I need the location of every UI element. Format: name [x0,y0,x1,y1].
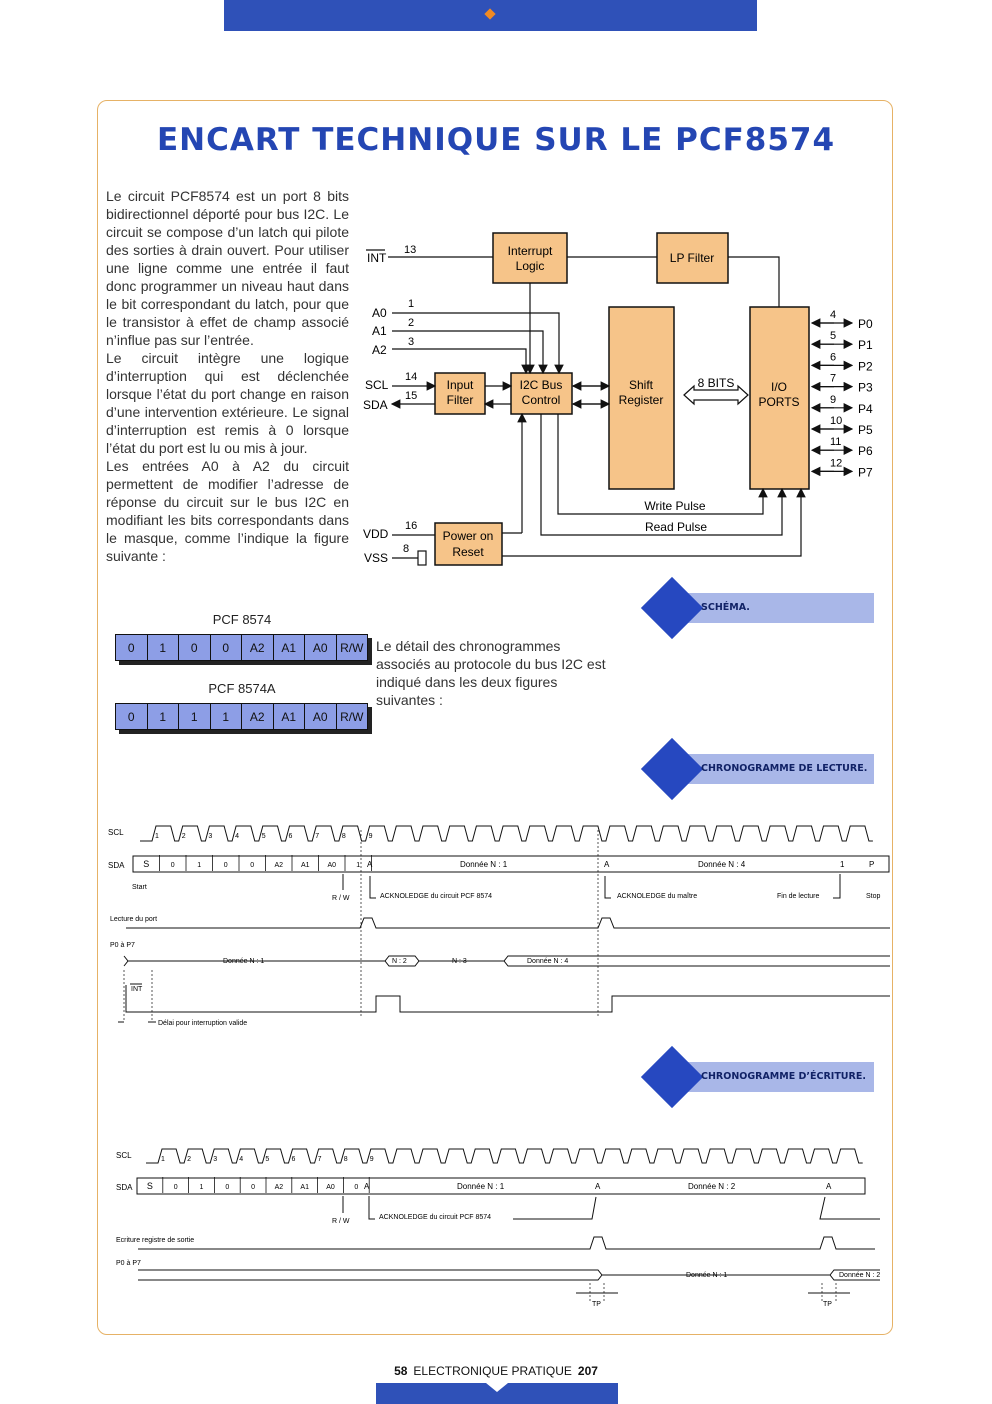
bit-cell: A2 [242,635,274,660]
port-data: Donnée N : 1 [686,1272,728,1279]
sda-bits [143,855,371,871]
bit-cell: 1 [179,704,211,729]
input-filter-label: Filter [446,393,474,407]
clock-number: 7 [317,1156,322,1163]
pin-number: 15 [405,390,418,402]
i2c-label: I2C Bus [519,378,563,392]
port-read-label: Lecture du port [110,916,158,923]
lp-filter-label: LP Filter [669,251,715,265]
bit-cell: A1 [274,635,306,660]
clock-number: 4 [239,1156,244,1163]
shift-label: Shift [628,378,654,392]
ack-bit: A [826,1182,832,1191]
clock-number: 3 [213,1156,218,1163]
interrupt-logic-block [493,233,567,283]
port-number: 10 [830,415,843,427]
port-list [812,309,873,479]
bit-cell: A2 [242,704,274,729]
ack-bit: A [595,1182,601,1191]
pin-a0: A0 [372,306,387,320]
paragraph-2: Le circuit intègre une logique d’interruption qui est déclenchée lorsque l’état du port change en raison d’une intervention extérieure. Le signal d’interruption est remis à 0 lorsque l’état du port est lu ou mis à jour. [106,350,349,456]
bit-cell: 0 [211,635,243,660]
delay-label: Délai pour interruption valide [158,1020,248,1027]
ack-pcf-label: ACKNOLEDGE du circuit PCF 8574 [380,893,493,900]
port-number: 7 [830,372,837,385]
port-name: P0 [858,317,873,331]
port-name: P2 [858,359,873,374]
clock-number: 5 [261,833,266,840]
bit-cell: R/W [340,640,364,655]
paragraph-4: Le détail des chronogrammes associés au protocole du bus I2C est indiqué dans les deux figures suivantes : [376,638,606,708]
pin-number: 14 [405,371,418,383]
issue-number: 207 [577,1364,598,1378]
clock-number: 6 [288,833,293,840]
bus-label: 8 BITS [697,376,735,390]
section-tag-read: CHRONOGRAMME DE LECTURE. [642,743,874,795]
register-pcf8574a [115,703,368,730]
out-reg-label: Ecriture registre de sortie [116,1237,195,1244]
sda-bit: A0 [327,862,337,869]
port-data: Donnée N : 4 [527,958,569,965]
data-byte: Donnée N : 1 [460,860,508,869]
sda-bit: A1 [300,1184,309,1191]
pin-int: INT [367,251,387,265]
data-byte: Donnée N : 1 [457,1182,505,1191]
io-label: I/O [770,380,788,394]
bit-cell: 0 [116,704,148,729]
start-label: Start [132,884,147,891]
ack-bit: A [367,860,373,869]
section-tag-schema: SCHÉMA. [642,582,874,634]
port-data: Donnée N : 1 [223,958,265,965]
sda-bit: 1 [199,1184,204,1191]
port-number: 6 [830,351,837,364]
clock-number: 7 [315,833,320,840]
sda-label: SDA [108,861,125,870]
interrupt-label: Logic [515,259,545,273]
sda-bit: 0 [250,862,255,869]
rw-label: R / W [332,895,350,902]
sda-bit: A0 [326,1184,335,1191]
sda-bit: 1 [197,862,202,869]
clock-number: 6 [291,1156,296,1163]
clock-number: 4 [235,833,240,840]
tp-label: TP [592,1301,601,1308]
port-data: N : 3 [452,958,467,965]
port-name: P1 [858,338,873,353]
bit-cell: 0 [179,635,211,660]
port-name: P7 [858,465,873,480]
page-title: ENCART TECHNIQUE SUR LE PCF8574 [156,122,836,158]
bit-cell: 1 [148,704,180,729]
sda-bit: A2 [274,1184,284,1191]
power-label: Reset [452,545,484,559]
page-number: 58 [394,1364,408,1378]
sda-bit: 0 [223,862,228,869]
interrupt-label: Interrupt [507,244,553,258]
sda-bit: 0 [173,1184,178,1191]
pin-scl: SCL [365,378,389,392]
clock-number: 5 [265,1156,270,1163]
clock-number: 3 [208,833,213,840]
clock-number: 9 [369,1156,374,1163]
pin-vdd: VDD [363,527,389,541]
sda-bit: 0 [354,1184,359,1191]
port-data: N : 2 [392,958,407,965]
sda-bit: 0 [170,862,175,869]
pin-number: 16 [405,520,418,532]
port-number: 11 [830,436,842,449]
end-read-label: Fin de lecture [777,893,820,900]
port-number: 12 [830,457,843,470]
pin-a2: A2 [372,343,387,357]
clock-number: 1 [161,1156,165,1163]
pin-number: 1 [408,298,415,310]
clock-number: 8 [343,1156,348,1163]
register-title-pcf8574: PCF 8574 [212,612,272,627]
pin-number: 8 [403,543,410,555]
p0p7-label: P0 à P7 [116,1260,141,1267]
pin-vss: VSS [364,551,389,565]
pin-number: 3 [408,336,415,348]
read-pulse-label: Read Pulse [644,520,708,534]
page-footer [0,1364,992,1378]
ack-bit: A [364,1182,370,1191]
power-label: Power on [442,529,494,543]
pin-a1: A1 [372,324,387,338]
bit-cell: 1 [148,635,180,660]
clock-number: 8 [341,833,346,840]
block-schematic [0,0,992,600]
port-number: 5 [830,330,837,343]
scl-label: SCL [108,828,124,837]
sda-bit: A1 [300,862,310,869]
bit-cell: A0 [305,635,337,660]
paragraph-1: Le circuit PCF8574 est un port 8 bits bidirectionnel déporté pour bus I2C. Le circuit se compose d’un latch qui pilote des sorties à drain ouvert. Pour utiliser une ligne comme une entrée il faut donc programmer un niveau haut dans le bit correspondant du latch, pour que le transistor à effet de champ associé n’influe pas sur l’entrée. [106,188,349,348]
port-number: 4 [830,309,837,321]
paragraph-3: Les entrées A0 à A2 du circuit permettent de modifier l’adresse de réponse du circuit sur le bus I2C en modifiant les bits correspondants dans le masque, comme l’indique la figure suivante : [106,458,349,564]
sda-bit: S [143,859,150,869]
write-pulse-label: Write Pulse [644,499,706,513]
write-timing-diagram [0,1135,992,1315]
sda-bit: A2 [274,862,284,869]
port-name: P3 [858,380,873,395]
port-name: P6 [858,444,873,459]
int-label: INT [131,986,143,993]
rw-label: R / W [332,1218,350,1225]
ack-bit: A [604,860,610,869]
stop-bit: P [869,860,875,869]
tp-label: TP [823,1301,832,1308]
bit-cell: 0 [116,635,148,660]
sda-bit: 0 [251,1184,256,1191]
pin-number: 13 [404,244,417,256]
diamond-icon [641,738,703,800]
diamond-icon [641,1046,703,1108]
clock-number: 2 [181,833,186,840]
nack-bit: 1 [840,860,845,869]
data-byte: Donnée N : 4 [698,860,746,869]
port-name: P4 [858,401,873,416]
register-pcf8574 [115,634,368,661]
p0p7-label: P0 à P7 [110,942,135,949]
bit-cell: A1 [274,704,306,729]
clock-number: 1 [155,833,159,840]
read-timing-diagram [0,810,992,1040]
port-number: 9 [830,393,837,406]
scl-label: SCL [116,1151,132,1160]
bit-cell: 1 [211,704,243,729]
bottom-banner [376,1383,618,1404]
sda-bit: 0 [225,1184,230,1191]
port-name: P5 [858,423,873,437]
clock-number: 9 [368,833,373,840]
magazine-name: ELECTRONIQUE PRATIQUE [413,1364,572,1378]
port-data: Donnée N : 2 [839,1272,881,1279]
pin-sda: SDA [363,398,388,412]
section-tag-write: CHRONOGRAMME D’ÉCRITURE. [642,1051,874,1103]
shift-label: Register [618,393,664,407]
sda-bit: 1 [356,862,361,869]
ack-master-label: ACKNOLEDGE du maître [617,893,698,900]
bit-cell: R/W [340,709,364,724]
i2c-label: Control [521,393,561,407]
ack-pcf-label: ACKNOLEDGE du circuit PCF 8574 [379,1214,492,1221]
sda-bit: S [146,1181,153,1191]
sda-label: SDA [116,1183,133,1192]
register-title-pcf8574a: PCF 8574A [208,681,276,696]
io-label: PORTS [758,395,800,409]
input-filter-label: Input [446,378,474,392]
data-byte: Donnée N : 2 [688,1182,736,1191]
sda-bits [147,1177,369,1193]
stop-label: Stop [866,893,881,900]
pin-number: 2 [408,317,415,329]
clock-number: 2 [187,1156,192,1163]
bit-cell: A0 [305,704,337,729]
